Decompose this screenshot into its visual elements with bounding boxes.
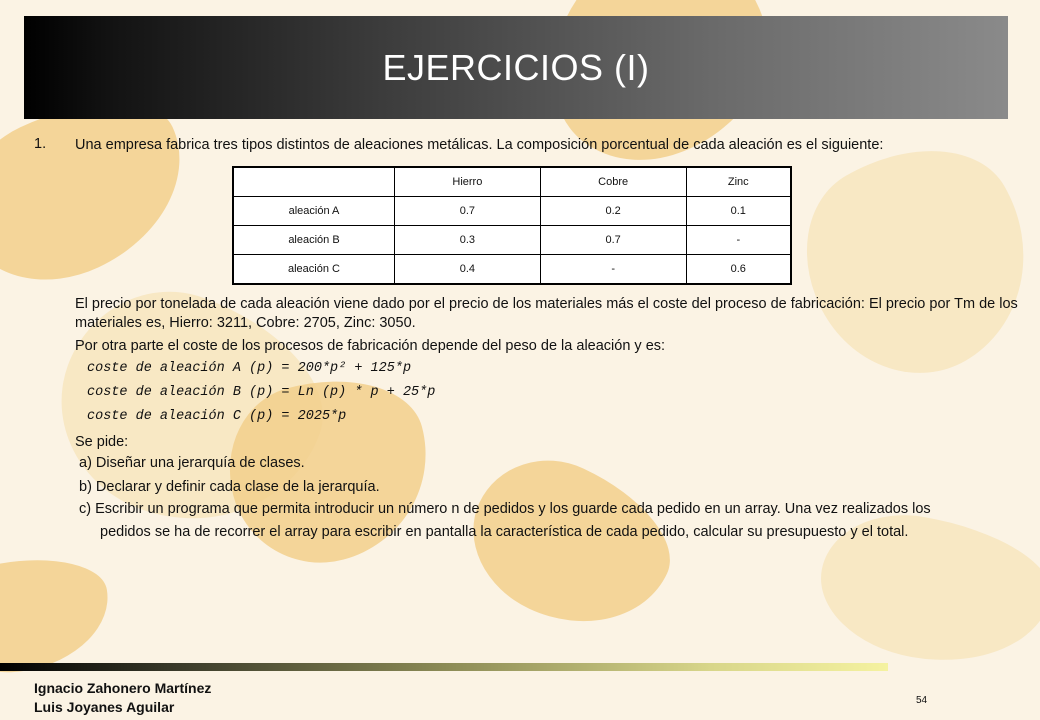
table-cell: 0.7 <box>540 226 686 255</box>
task-c-line2: pedidos se ha de recorrer el array para escribir en pantalla la característica de cada pedido, calcular su presupuesto y el total. <box>100 524 909 540</box>
table-header-cell: Cobre <box>540 167 686 197</box>
task-b: b) Declarar y definir cada clase de la jerarquía. <box>79 479 380 495</box>
table-header-cell <box>233 167 395 197</box>
table-header-row <box>233 167 791 197</box>
formula-b: coste de aleación B (p) = Ln (p) * p + 25*p <box>87 385 436 400</box>
table-cell: aleación B <box>233 226 395 255</box>
table-cell: 0.6 <box>686 255 791 285</box>
table-header-cell: Hierro <box>395 167 541 197</box>
exercise-intro: Una empresa fabrica tres tipos distintos de aleaciones metálicas. La composición porcentual de cada aleación es el siguiente: <box>75 137 884 153</box>
task-c-line1: c) Escribir un programa que permita introducir un número n de pedidos y los guarde cada pedido en un array. Una vez realizados los <box>79 501 931 517</box>
exercise-number: 1. <box>34 136 47 152</box>
table-cell: aleación A <box>233 197 395 226</box>
table-header-cell: Zinc <box>686 167 791 197</box>
cost-intro: Por otra parte el coste de los procesos de fabricación depende del peso de la aleación y es: <box>75 338 666 354</box>
author-2: Luis Joyanes Aguilar <box>34 699 175 715</box>
formula-c: coste de aleación C (p) = 2025*p <box>87 409 347 424</box>
table-cell: 0.3 <box>395 226 541 255</box>
alloy-composition-table <box>232 166 792 285</box>
authors <box>34 679 211 717</box>
table-cell: 0.2 <box>540 197 686 226</box>
table-row <box>233 197 791 226</box>
table-cell: 0.7 <box>395 197 541 226</box>
table-row <box>233 226 791 255</box>
slide-title: EJERCICIOS (I) <box>382 46 650 88</box>
footer-divider <box>0 663 888 671</box>
task-a: a) Diseñar una jerarquía de clases. <box>79 455 305 471</box>
formula-a: coste de aleación A (p) = 200*p² + 125*p <box>87 361 412 376</box>
author-1: Ignacio Zahonero Martínez <box>34 680 212 696</box>
page-number: 54 <box>916 695 928 706</box>
table-cell: - <box>540 255 686 285</box>
price-paragraph: El precio por tonelada de cada aleación viene dado por el precio de los materiales más el coste del proceso de fabricación: El precio por Tm de los materiales es, Hierro: 3211, Cobre: 2705, Zinc: 3050. <box>75 296 1018 331</box>
asks-label: Se pide: <box>75 434 129 450</box>
table-row <box>233 255 791 285</box>
task-c <box>79 498 1039 544</box>
table-cell: 0.4 <box>395 255 541 285</box>
table-cell: aleación C <box>233 255 395 285</box>
table-cell: - <box>686 226 791 255</box>
table-cell: 0.1 <box>686 197 791 226</box>
